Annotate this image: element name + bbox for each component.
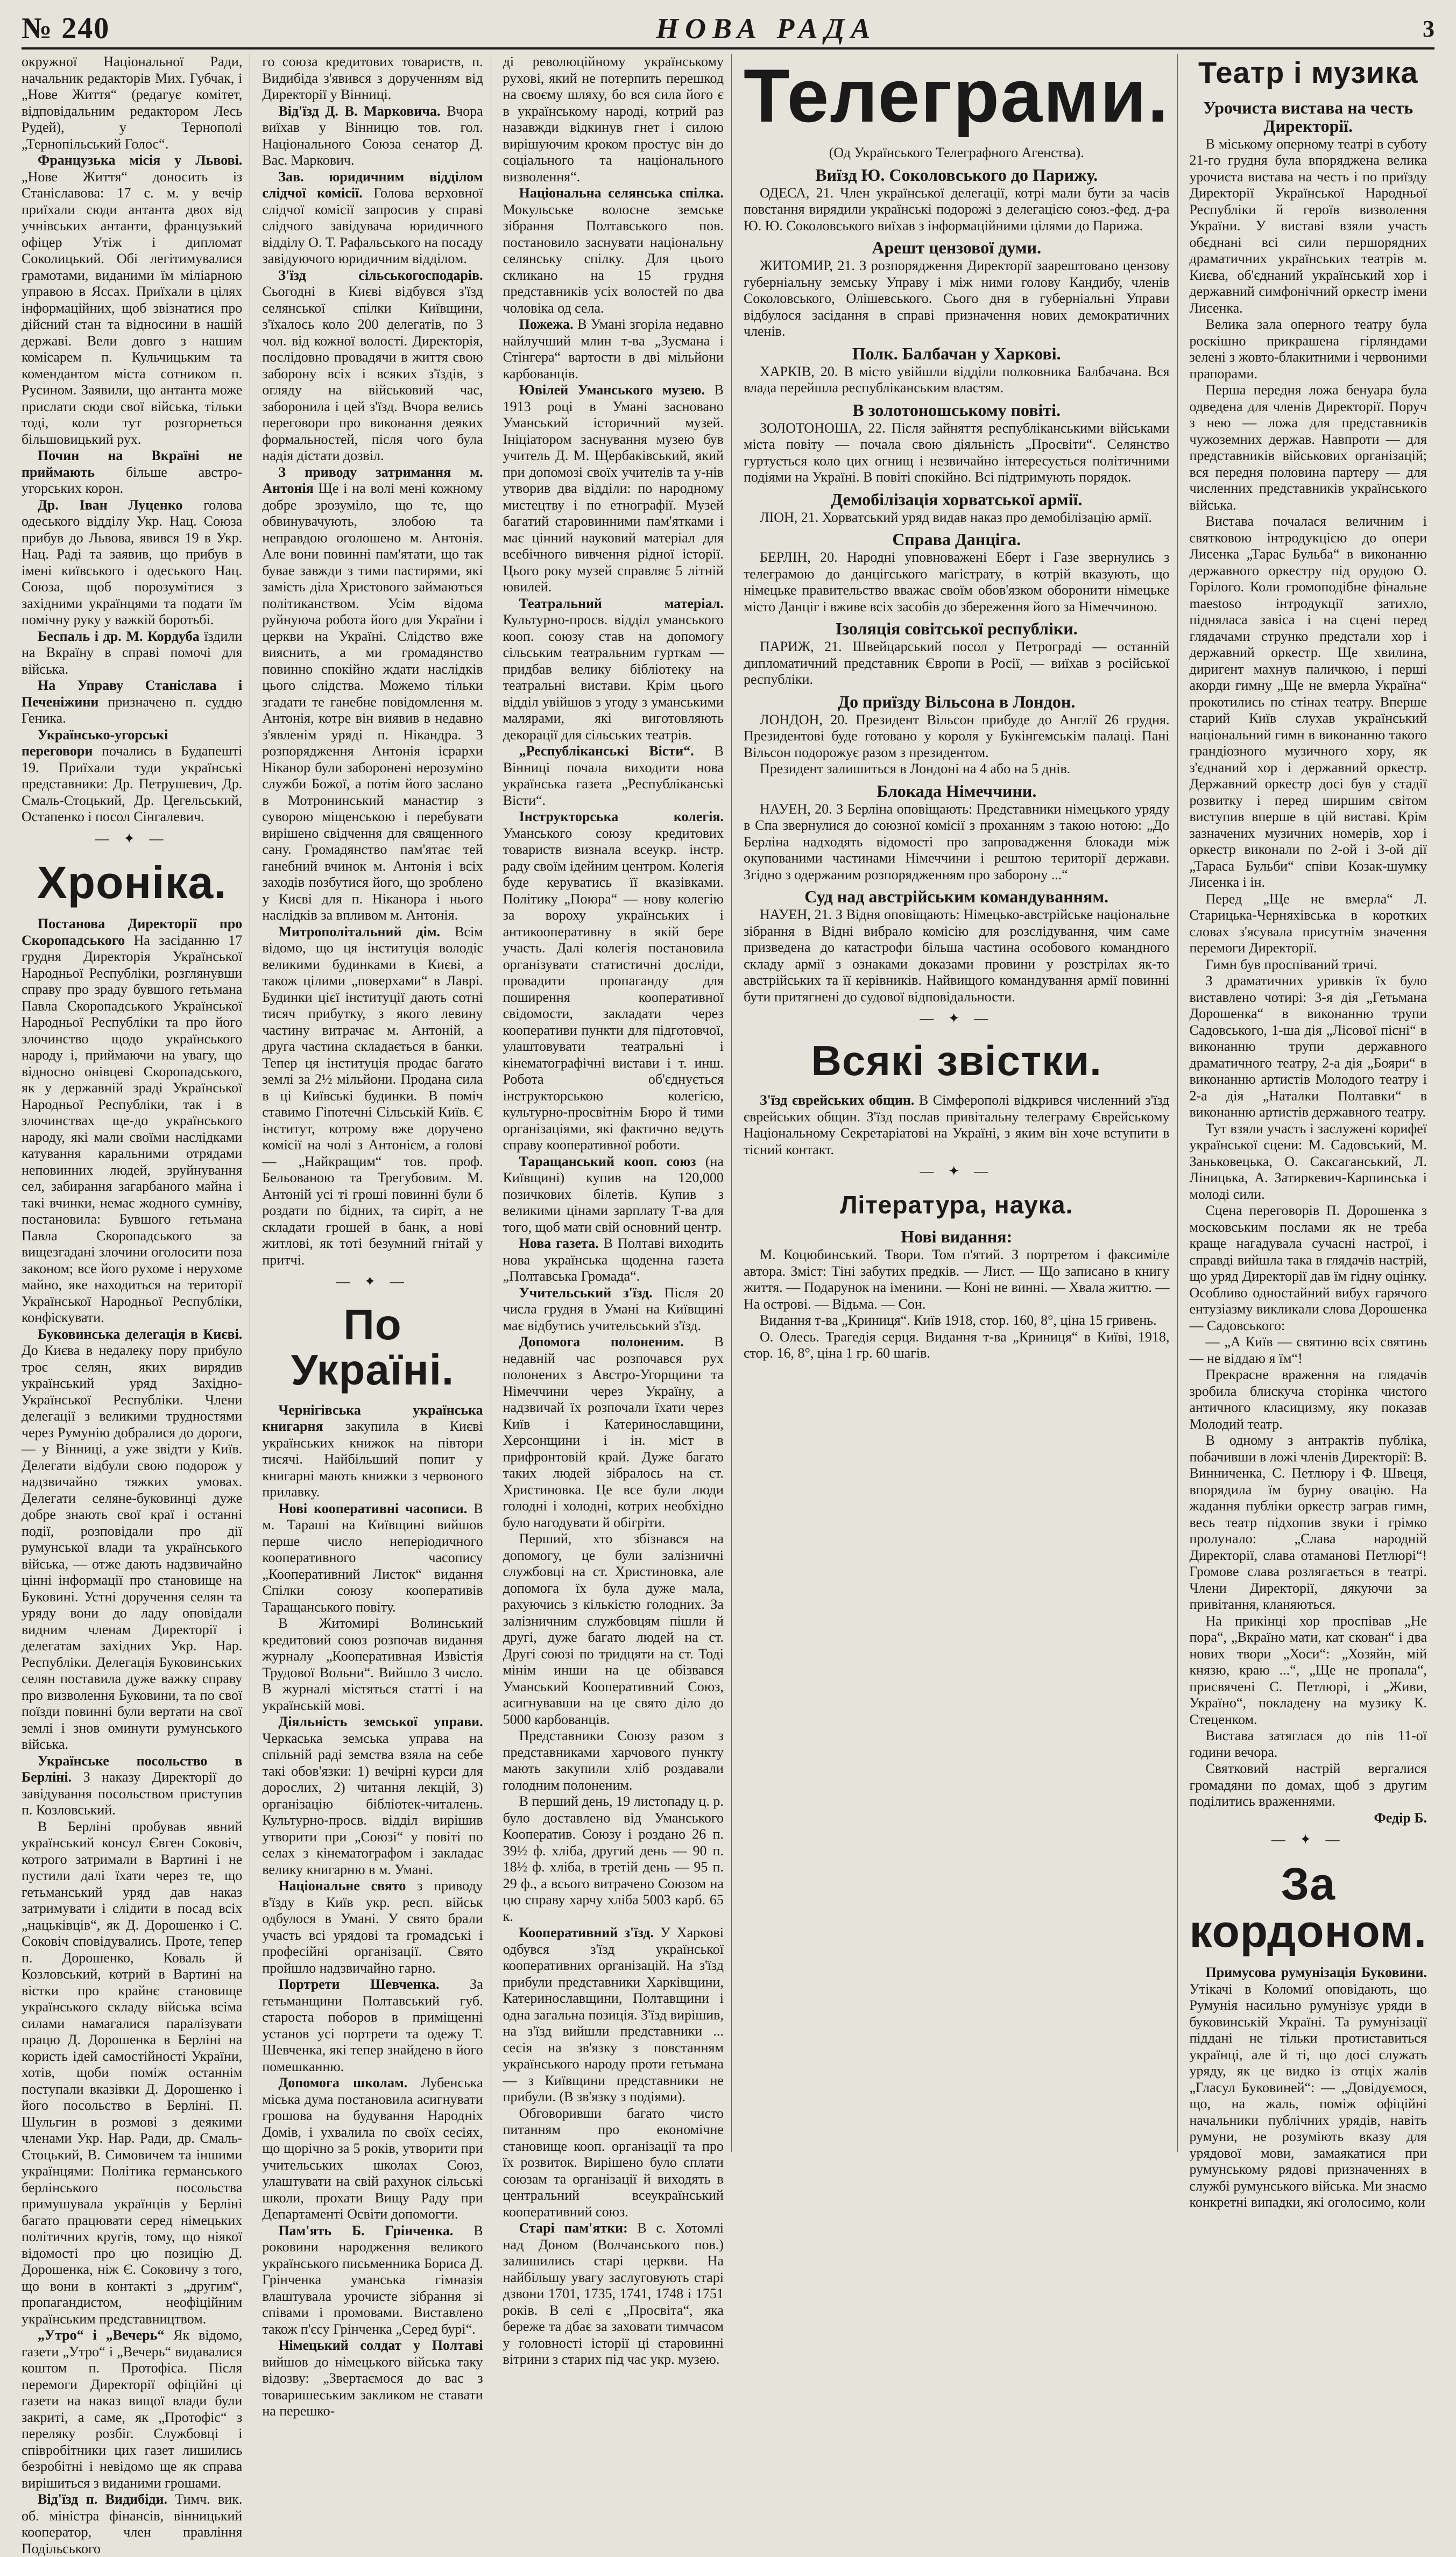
article-text: В Берліні пробував явний український консул Євген Соковіч, котрого затримали в Вартині і не пустили далі їхати через те, що гетьманський уряд дав наказ затримувати і слідити в посад всіх „нацьківців“, як Д. Дорошенко і С. Соковіч сповідувались. Проте, тепер п. Дорошенко, Коваль й Козловський, котрий в Вартині на вістки про крайнє становище українського складу війська всіма силами намагалися паралізувати працю Д. Дорошенка в Берліні на користь ідей самостійності України, хотів, щоби поміж останнім поступали вказівки Д. Дорошенко і його посольство в Берліні. П. Шульгин в розмові з деякими членами Укр. Нар. Ради, др. Смаль-Стоцький, В. Симовичем та іншими українцями: Політика германського берлінського посольства примушувала українців у Берліні багато працювати серед німецьких політичних кругів, тому, що ніякої відомості про цю позицію Д. Дорошенка, ніж Є. Соковичу з того, що вони в контакті з „другим“, пропагандистом, неофіційним українським представництвом. (22, 1818, 243, 2327)
article-text: В перший день, 19 листопаду ц. р. було доставлено від Уманського Кооператив. Союзу і роздано 26 п. 39½ ф. хліба, другий день — 90 п. 18½ ф. хліба, в третій день — 95 п. 29 ф., а всього витрачено Союзом на цю справу харчу хліба 5003 карб. 65 к. (503, 1793, 724, 1924)
article-text: Гимн був проспіваний тричі. (1205, 956, 1377, 972)
article-text: У Харкові одбувся з'їзд української кооперативних організацій. На з'їзд прибули представники Харківщини, Катеринославщини, Полтавщини і одна загальна позиція. З'їзд вирішив, на з'їзд вийшли представники ... сесія на зв'язку з повстанням українського народу проти гетьмана — з Київщини представники не прибули. (В зв'язку з подіями). (503, 1925, 724, 2104)
article-text: В одному з антрактів публіка, побачивши в ложі членів Директорії: В. Винниченка, С. Петлюру і Ф. Швеця, впорядила їм бурну овацію. На жадання публіки оркестр заграв гимн, весь театр підхопив звуки і грімко пролунало: „Слава народній Директорії, слава отаманові Петлюрі“! Громове слава розлягається в театрі. Члени Директорії, дякуючи за привітання, кланяються. (1189, 1432, 1427, 1613)
article-heading: Пам'ять Б. Грінченка. (278, 2222, 454, 2238)
article-text: призначено п. суддю Геника. (22, 694, 243, 726)
section-heading-po-ukraini: По Україні. (291, 1300, 455, 1394)
article-text: В с. Хотомлі над Доном (Волчанського пов.) залишились старі церкви. На найбільшу увагу заслуговують старі дзвони 1701, 1735, 1741, 1748 і 1751 років. В селі є „Просвіта“, яка береже та дбає за заховати тимчасом у головності історії ці старовинні вітрини з старих під час укр. музею. (503, 2220, 724, 2367)
article-heading: Від'їзд Д. В. Марковича. (278, 103, 441, 119)
article-heading: Німецький солдат у Полтаві (278, 2337, 483, 2353)
article-heading: Др. Іван Луценко (38, 497, 183, 513)
article-text: Тут взяли участь і заслужені корифеї української сцени: М. Садовський, М. Заньковецька, О. Саксаганський, Л. Ліницька, А. Затиркевич-Карпинська і молоді сили. (1189, 1120, 1427, 1202)
ornament-divider: — ✦ — (920, 1163, 994, 1179)
telegram-heading: Ізоляція совітської республіки. (835, 619, 1078, 638)
article-heading: Допомога школам. (278, 2075, 408, 2090)
telegram-text: ЛОНДОН, 20. Президент Вільсон прибуде до Англії 26 грудня. Президентові буде готовано у короля у Букінгемськім палаці. Пані Вільсон подорожує разом з президентом. (743, 711, 1170, 760)
article-text: До Києва в недалеку пору прибуло троє селян, яких вирядив український уряд Західно-Української Республіки. Члени делегації з великими трудностями через Румунію добралися до дороги, — у Вінниці, а уже звідти у Київ. Делегати відбули свою подорож у надзвичайно тяжких умовах. Делегати селяне-буковинці дуже добре знають свої краї і останні події, розповідали про дії румунської влади та українського війська, — отже дають надзвичайно цінні інформації про становище на Буковині. Устні доручення селян та уряду вони до ладу оповідали видним членам Директорії і делегатам західних Укр. Нар. Республіки. Делегація Буковинських селян поставила дуже важку справу про визволення Буковини, та по свої поїзди повинні були вертати на свої землі і знов оминути румунського війська. (22, 1343, 243, 1753)
article-text: більше австро-угорських корон. (22, 464, 243, 496)
article-heading: Національна селянська спілка. (519, 185, 724, 201)
telegram-heading: В золотоношському повіті. (852, 400, 1061, 420)
article-text: — „А Київ — святиню всіх святинь — не віддаю я їм“! (1189, 1334, 1427, 1366)
ornament-divider: — ✦ — (920, 1011, 994, 1026)
article-heading: Українське посольство в Берліні. (22, 1753, 243, 1785)
telegram-text: ПАРИЖ, 21. Швейцарський посол у Петрограді — останній дипломатичний представник Європи в Росії, — виїхав з російської республіки. (743, 639, 1170, 687)
article-text: Обговоривши багато чисто питанням про економічне становище кооп. організації та про їх розвиток. Вирішено було сплати союзам та організації й виходять в центральний всеукраїнський кооперативний союз. (503, 2105, 724, 2220)
article-text: За гетьманщини Полтавський губ. староста поборов в приміщенні установ усі портрети та одежу Т. Шевченка, які тепер знайдено в його помешканню. (262, 1976, 483, 2074)
article-heading: Учительський з'їзд. (519, 1284, 653, 1301)
article-heading: Від'їзд п. Видибіди. (38, 2491, 167, 2507)
article-text: В Сімферополі відкрився численний з'їзд єврейських общин. З'їзд послав привітальну телеграму Єврейському Національному Секретаріатові на Україні, з яким він хоче вступити в тісний контакт. (743, 1092, 1170, 1157)
article-text: В Умані згоріла недавно найлучший млин т-ва „Зусмана і Стінгера“ вартости в дві мільйони карбованців. (503, 316, 724, 382)
book-entry-publisher: Видання т-ва „Криниця“. Київ 1918, стор. 160, 8°, ціна 15 гривень. (759, 1312, 1157, 1329)
telegram-heading: Арешт цензової думи. (872, 238, 1042, 257)
article-heading: Буковинська делегація в Києві. (38, 1326, 243, 1342)
article-heading: Українсько-угорські переговори (22, 726, 168, 759)
telegram-heading: Блокада Німеччини. (877, 781, 1037, 801)
article-text: В 1913 році в Умані засновано Уманський історичний музей. Ініціатором заснування музею був учитель Д. М. Щербаківський, який при допомозі своїх учителів та у-нів утворив два відділи: по народному мистецтву і по етнографії. Музей багатий старовинними пам'ятками і має цінний науковий матеріал для всебічного вивчення рідної історії. Цього року музей справляє 5 літній ювилей. (503, 382, 724, 595)
article-text: Прекрасне враження на глядачів зробила блискуча сторінка чистого античного класицизму, яку показав Молодий театр. (1189, 1367, 1427, 1432)
article-text: почались в Будапешті 19. Приїхали туди українські представники: Др. Петрушевич, Др. Смаль-Стоцький, Др. Цегельський, Остапенко і посол Сінгалевич. (22, 743, 243, 824)
article-heading: Нова газета. (519, 1235, 599, 1251)
article-text: ді революційному українському рухові, який не потерпить перешкод на своєму шляху, бо вся сила його є в українському народі, котрий раз назавжди відкинув гнет і силою вирішуючим кроком простує він до соціального та національного визволення“. (503, 54, 724, 185)
telegram-text: Президент залишиться в Лондоні на 4 або на 5 днів. (759, 761, 1071, 776)
article-text: З наказу Директорії до завідування посольством приступив п. Козловський. (22, 1769, 243, 1818)
article-text: В роковини народження великого українського письменника Бориса Д. Грінченка уманська гімназія влаштувала урочисте зібрання зі співами і промовами. Виставлено також п'єсу Грінченка „Серед бурі“. (262, 2222, 483, 2337)
ornament-divider: — ✦ — (1271, 1832, 1345, 1848)
article-heading: Ювілей Уманського музею. (519, 382, 705, 398)
article-heading: Пожежа. (519, 316, 574, 332)
column-2 (262, 54, 491, 2419)
article-text: Утікачі в Коломиї оповідають, що Румунія насильно румунізує уряди в буковинській Україні. Та румунізації піддані не тільки протиставиться українці, але й ті, що досі служать уряду, як це видко із отціх жалів „Гласул Буковиней“: — „Довідуємося, що, на жаль, поміж офіційні начальники публічних урядів, навіть румуни, не розуміють вказу для урядової мови, замаякатися при румунському рядові призначеннях в службі румунського війська. Ми знаємо конкретні випадки, які оголосимо, коли (1189, 1981, 1427, 2210)
section-heading-teatr: Театр і музика (1198, 55, 1418, 89)
article-heading: На Управу Станіслава і Печеніжини (22, 677, 243, 710)
article-text: Сцена переговорів П. Дорошенка з московським послами як не треба краще нагадувала сучасні настрої, і справді вийшла така в глядачів настрій, що уряд Директорії дав їм гідну оцінку. Особливо одностайний вибух гарячого ентузіазму викликали слова Дорошенка — Садовського: (1189, 1203, 1427, 1333)
article-text: На засіданню 17 грудня Директорія Української Народньої Республіки, розглянувши справу про зраду бувшого гетьмана Павла Скоропадського Української Народньої Республіки та про його злочинство щодо українського народу і, приймаючи на увагу, що відносно онівцеві Скоропадського, як у державній зраді Української Народньої Республіки, так і в злочинствах ще-до українського народу, які мали своїми наслідками катування каральними отрядами неповинних людей, зруйнування сел, забирання загарбаного майна і такі вчинки, немає жодного сумніву, постановила: Бувшого гетьмана Павла Скоропадського за вищезгадані злочини оголосити поза законом; все його рухоме і нерухоме майно, яке находиться на території Української Народньої Республіки, конфіскувати. (22, 932, 243, 1326)
article-heading: Урочиста вистава на честь Директорії. (1203, 97, 1413, 136)
article-heading: Портрети Шевченка. (278, 1976, 440, 1992)
article-text: „Нове Життя“ доносить із Станіславова: 17 с. м. у вечір приїхали сюди антанта двох від учнівських антанти, французький офіцер Утіж і дипломат Соколицький. Обі легітимувалися грамотами, виданими їм міліарною управою в Яссах. Приїхали в цілях інформаційних, щоб звізнатися про дійсний стан та відносини в нашій державі. Вели довго з нашим комісарем п. Кульчицьким та комендантом міста сотником п. Русином. Заявили, що антанта може прислати сюди свої війська, тільки тоді, коли тут розгорнеться більшовицький рух. (22, 168, 243, 447)
telegram-heading: Справа Данціга. (892, 529, 1021, 549)
section-heading-telegramy: Телеграми. (743, 53, 1170, 138)
section-heading-literatura: Література, наука. (840, 1190, 1073, 1219)
article-text: Мокульське волосне земське зібрання Полтавського пов. постановило заснувати національну селянську спілку. Для цього скликано на 15 грудня представників усіх волостей по два чоловіка од села. (503, 201, 724, 316)
telegram-text: ОДЕСА, 21. Член української делегації, котрі мали бути за часів повстання вирядили українські подорожі з делегацією союз.-фед. д-ра Ю. Ю. Соколовського виїхав з інформаційними цілями до Парижа. (743, 185, 1170, 234)
newspaper-title: НОВА РАДА (655, 12, 877, 45)
article-text: В Вінниці почала виходити нова українська газета „Республіканські Вісти“. (503, 743, 724, 808)
article-heading: Постанова Директорії про Скоропадського (22, 916, 243, 948)
article-text: Вистава затяглася до пів 11-ої години вечора. (1189, 1728, 1427, 1760)
article-text: Після 20 числа грудня в Умані на Київщині має відбутись учительський з'їзд. (503, 1284, 724, 1333)
article-heading: Таращанський кооп. союз (519, 1153, 696, 1169)
article-text: Перший, хто збізнався на допомогу, це були залізничні службовці на ст. Христиновка, але допомога їх була дуже мала, рахуючись з кількістю голодних. За залізничним службовцям пішли й другі, дуже багато людей на ст. Другі союзі по тридцяти на ст. Тоді мінім инши на це обізвався Уманський Кооперативний Союз, асигнувавши на це свято діло до 5000 карбованців. (503, 1531, 724, 1727)
article-text: Голова верховної слідчої комісії запросив у справі слідчого завідувача юридичного відділу О. Т. Рафальського на посаду завідуючого юридичним відділом. (262, 185, 483, 266)
telegram-text: ЖИТОМИР, 21. З розпорядження Директорії заарештовано цензову губерніальну земську Управу і між ними голову Кандибу, членів Соколовського, Олішевського. Сього дня в губерніальні Управи відбулося засідання в справі призначення нових демократичних членів. (743, 258, 1170, 339)
article-heading: „Утро“ і „Вечерь“ (38, 2327, 165, 2343)
article-text: (на Київщині) купив на 120,000 позичкових білетів. Купив з великими цінами зарплату Т-ва для того, щоб мати свій основний центр. (503, 1153, 724, 1235)
article-heading: Чернігівська українська книгарня (262, 1402, 483, 1434)
article-text: Всім відомо, що ця інституція володіє великими будинками в Києві, а також цілими „поверхами“ в Лаврі. Будинки цієї інституції дають сотні тисяч прибутку, з якого левину частину витрачає м. Антоній, а друга частина складається в банки. Тепер ця інституція продає багато землі за 2½ мільйони. Продана сила в ці Київські будинки. В поміч ставимо Гіпотечні Сільській Київ. Є інститут, котрому вже доручено комісії на чолі з Антонієм, а голові — „Найкращим“ тов. проф. Бельованою та Трегубовим. М. Антоній усі ті гроші повинні були б роздати по бідних, та сиріт, а не складати грошей в банк, а нові житлові, як тоті безумний гнітай у притчі. (262, 923, 483, 1268)
article-text: Культурно-просв. відділ уманського кооп. союзу став на допомогу сільським театральним гурткам — придбав велику бібліотеку на театральні вистави. Крім цього відділ увійшов з угоду з уманськими малярами, які виготовляють декорації для сільських театрів. (503, 612, 724, 743)
article-heading: Нові кооперативні часописи. (278, 1500, 468, 1516)
article-text: В міському оперному театрі в суботу 21-го грудня була впоряджена велика урочиста вистава на честь і по приїзду Директорії Української Народньої Республіки й героїв визволення України. У виставі взяли участь обєднані всі сили першорядних драматичних українських театрів м. Києва, об'єднаний український хор і державний симфонічний оркестр імени Лисенка. (1189, 136, 1427, 316)
section-heading-vsiaki-zvistky: Всякі звістки. (811, 1036, 1102, 1084)
article-text: В недавній час розпочався рух полонених з Австро-Угорщини та Німеччини через Україну, а надзвичай їх розпочали їхати через Київ і Катеринославщини, Херсонщини і ін. міст в прифронтовій край. Дуже багато таких людей зібралось на ст. Христиновка. Це все були люди голодні і холодні, котрих необхідно було нагодувати й обігріти. (503, 1334, 724, 1530)
article-text: Ще і на волі мені кожному добре зрозуміло, що те, що обвинувачують, злобою та неправдою оголошено м. Антонія. Але вони повинні пам'ятати, що так бувае завжди з тими пастирями, які замість діла Христового займаються політиканством. Усім відома руйнуюча робота його для України і церкви на Україні. Слідство вже вияснить, а ми громадянство повинно спокійно ждати наслідків цього слідства. Можемо тільки згадати те ганебне повідомлення м. Антонія, котре він виявив в недавно з'явленім уряді п. Нікандра. 3 розпорядження Антонія ієрархи Ніканор були заборонені нерозуміно служби Божої, а потім його заслано в Мотронинський манастир з суворою міщенською і перебувати вирішено свідчення для священного сану. Громадянство пам'ятає тей ганебний вчинок м. Антонія і всіх заходів позбутися його, що зроблено у Києві для п. Ніканора і нього наслідків за впливом м. Антонія. (262, 481, 483, 923)
article-text: вийшов до німецького війська таку відозву: „Звертаємося до вас з товаришеським закликом не ставати на перешко- (262, 2354, 483, 2419)
article-heading: Кооперативний з'їзд. (519, 1925, 654, 1940)
article-heading: Старі пам'ятки: (519, 2220, 628, 2236)
telegram-text: ЛІОН, 21. Хорватський уряд видав наказ про демобілізацію армії. (759, 509, 1152, 525)
issue-number: № 240 (22, 12, 110, 45)
article-heading: Театральний матеріал. (519, 595, 724, 611)
article-text: Представники Союзу разом з представниками харчового пункту мають закупили хліб роздавали голодним полоненим. (503, 1728, 724, 1793)
section-heading-za-kordonom: За кордоном. (1189, 1858, 1427, 1956)
article-text: Перша передня ложа бенуара була одведена для членів Директорії. Поруч з нею — ложа для представників чужоземних держав. Навпроти — для представників військових організацій; вся передня половина партеру — для численних представників українського війська. (1189, 382, 1427, 513)
section-heading-hronika: Хроніка. (37, 857, 227, 908)
article-text: В Полтаві виходить нова українська щоденна газета „Полтавська Громада“. (503, 1235, 724, 1284)
article-heading: З'їзд єврейських общин. (759, 1092, 915, 1108)
article-heading: З приводу затримання м. Антонія (262, 464, 483, 496)
column-5 (1189, 54, 1435, 2210)
author-signature: Федір Б. (1374, 1810, 1427, 1826)
agency-note: (Од Українського Телеграфного Агенства). (829, 145, 1084, 160)
article-text: їздили на Вкраїну в справі помочі для війська. (22, 628, 243, 677)
article-heading: Діяльність земської управи. (278, 1714, 483, 1729)
article-text: Уманського союзу кредитових товариств визнала всеукр. інстр. раду своїм ідейним центром. Колегія буде керуватись її вказівками. Політику „Поюра“ — нову колегію за вороху українських і антикооперативну в якій бере участь. Далі колегія постановила організувати статистичні досліди, провадити пропаганду для поширення кооперативної свідомости, закладати через кооперативи пункти для підготовчої, улаштовувати театральні і кінематографічні вистави і т. инш. Робота об'єднується інструкторською колегією, культурно-просвітнім Бюро й тими організаціями, які фактично ведуть справу кооперативної роботи. (503, 825, 724, 1153)
article-heading: З'їзд сільськогосподарів. (278, 267, 483, 283)
telegram-text: ХАРКІВ, 20. В місто увійшли відділи полковника Балбачана. Вся влада перейшла республіканським властям. (743, 363, 1170, 395)
article-heading: Митрополітальний дім. (278, 923, 441, 940)
telegram-heading: До приїзду Вільсона в Лондон. (838, 691, 1076, 711)
article-heading: Примусова румунізація Буковини. (1205, 1965, 1427, 1981)
masthead (22, 10, 1434, 50)
article-text: В м. Тараші на Київщині вийшов перше число неперіодичного кооперативного часопису „Кооперативний Листок“ видання Спілки союзу кооперативів Таращанського повіту. (262, 1500, 483, 1615)
article-heading: Допомога полоненим. (519, 1334, 684, 1350)
article-heading: „Республіканські Вісти“. (519, 743, 694, 759)
telegram-text: НАУЕН, 20. З Берліна оповіщають: Представники німецького уряду в Спа звернулися до союзної комісії з проханням з такою нотою: „До Берліна надходять відомості про запровадження блокади між окупованими частинами Німеччини і рештою території держави. Згідно з одержаним розпорядженням про заборону ...“ (743, 801, 1170, 882)
article-heading: Беспаль і др. М. Кордуба (38, 628, 200, 644)
article-text: го союза кредитових товариств, п. Видибіда з'явився з дорученням від Директорії у Вінниці. (262, 54, 483, 102)
telegram-heading: Виїзд Ю. Соколовського до Парижу. (815, 165, 1098, 185)
telegram-heading: Полк. Балбачан у Харкові. (852, 343, 1061, 363)
telegram-text: БЕРЛІН, 20. Народні уповноважені Еберт і Газе звернулись з телеграмою до данцігського магістрату, в котрій вказують, що німецьке правительство вважає своїм обов'язком оборонити німецьке місто Данціг і вживе всіх засобів до збереження його за Німеччиною. (743, 549, 1170, 614)
article-text: голова одеського відділу Укр. Нац. Союза прибув до Львова, явився 19 в Укр. Нац. Раді та заявив, що прибув в імені київського і одеського Нац. Союза, щоб порозумітися з західними українцями та подати їм помічну руку у важкій боротьбі. (22, 497, 243, 627)
book-entry: М. Коцюбинський. Твори. Том п'ятий. З портретом і факсиміле автора. Зміст: Тіні забутих предків. — Лист. — Що записано в книгу життя. — Подарунок на іменини. — Коні не винні. — Хвала життю. — На острові. — Відьма. — Сон. (743, 1247, 1170, 1312)
article-heading: Зав. юридичним відділом слідчої комісії. (262, 168, 483, 201)
telegram-text: ЗОЛОТОНОША, 22. Після зайняття республіканськими військами міста повіту — почала свою діяльність „Просвіти“. Селянство гуртується коло цих огнищ і незвичайно інтересується політичними подіями на Україні. В повіті спокійно. Всі підтримують порядок. (743, 420, 1170, 485)
article-text: Лубенська міська дума постановила асигнувати грошова на будування Народніх Домів, і ухвалила по своїх сесіях, що щорічно за 5 років, утворити при учительських школах Союз, улаштувати на свій рахунок сільські школи, прохати Вищу Раду при Департаменті Освіти допомогти. (262, 2075, 483, 2222)
article-text: Вчора виїхав у Вінницю тов. гол. Національного Союза сенатор Д. Вас. Маркович. (262, 103, 483, 168)
page-number: 3 (1423, 15, 1434, 42)
article-text: з приводу в'їзду в Київ укр. респ. військ одбулося в Умані. У свято брали участь всі урядові та громадські і професійні організації. Свято пройшло надзвичайно гарно. (262, 1878, 483, 1976)
article-text: окружної Національної Ради, начальник редакторів Мих. Губчак, і „Нове Життя“ (редагує комітет, відповідальним редактором Лесь Рудей), у Тернополі „Тернопільський Голос“. (22, 54, 243, 152)
article-text: Велика зала оперного театру була роскішно прикрашена гірляндами зелені з жовто-блакитними і червоними прапорами. (1189, 316, 1427, 382)
ornament-divider: — ✦ — (336, 1274, 409, 1289)
article-text: Як відомо, газети „Утро“ і „Вечерь“ видавалися коштом п. Протофіса. Після перемоги Директорії офіційні ці газети на наказ вищої влади були закриті, а саме, як „Протофіс“ з переляку розбіг. Службовці і співробітники цих газет лишились безробітні і невідомо ще як справа вирішиться з виданими грошами. (22, 2327, 243, 2491)
article-heading: Інструкторська колегія. (519, 809, 724, 824)
book-entry: О. Олесь. Трагедія серця. Видання т-ва „Криниця“ в Київі, 1918, стор. 16, 8°, ціна 1 гр. 60 шагів. (743, 1329, 1170, 1361)
article-text: Святковий настрій вергалися громадяни по домах, щоб з другим поділитись враженнями. (1189, 1761, 1427, 1810)
article-heading: Почин на Вкраїні не приймають (22, 448, 243, 480)
column-3 (503, 54, 732, 2367)
article-text: Черкаська земська управа на спільній раді земства взяла на себе такі обов'язки: 1) вечірні курси для дорослих, 2) читання лекцій, 3) організацію бібліотек-читалень. Культурно-просв. відділ вирішив утворити при „Союзі“ у повіті по селах з кінематографом і закладає велику книгарню в м. Умані. (262, 1730, 483, 1877)
article-heading: Національне свято (278, 1878, 406, 1894)
article-text: закупила в Києві українських книжок на півтори тисячі. Найбільший попит у книгарні мають книжки з червоного прилавку. (262, 1418, 483, 1500)
article-text: Сьогодні в Києві відбувся з'їзд селянської спілки Київщини, з'їхалось коло 200 делегатів, по 3 чол. від кожної волості. Директорія, послідовно провадячи в життя свою заборону всіх і всяких з'їздів, з огляду на військовий час, заборонила і цей з'їзд. Вчора велись переговори про виконання деяких формальностей, після чого була надія дістати дозвіл. (262, 284, 483, 463)
article-text: Тимч. вик. об. міністра фінансів, вінницький кооператор, член правління Подільського (22, 2491, 243, 2556)
article-heading: Французька місія у Львові. (38, 152, 243, 168)
subsection-heading: Нові видання: (901, 1227, 1013, 1247)
article-text: Перед „Ще не вмерла“ Л. Старицька-Черняхівська в коротких словах з'ясувала присутнім значення перемоги Директорії. (1189, 891, 1427, 956)
article-text: На прикінці хор проспівав „Не пора“, „Вкраїно мати, кат скован“ і два нових твори „Хоси“: „Хозяйн, мій князю, краю ...“, „Ще не пропала“, присвячені С. Петлюрі, і „Живи, Україно“, покладену на музику К. Стеценком. (1189, 1613, 1427, 1727)
telegram-text: НАУЕН, 21. З Відня оповіщають: Німецько-австрійське національне зібрання в Відні вибрало комісію для розслідування, чим саме призведена до катастрофи більша частина особового командного складу армії з ознаками доказами провини у розстрілах як-то австрійських та її керівників. Найвищого командування армії повинні бути притягнені до судової відповідальности. (743, 907, 1170, 1005)
columns (22, 53, 1434, 2556)
article-text: Вистава почалася величним і святковою інтродукцією до опери Лисенка „Тарас Бульба“ в виконанню державного оркестру під орудою О. Горілого. Коли громоподібне фінальне maestoso інтродукції затихло, підняласа завіса і на сцені перед глядачами струнко предстали хор і державний оркестр. Ще хвилина, диригент махнув паличкою, і перші акорди гимну „Ще не вмерла Україна“ прокотились по стінах театру. Вперше старий Київ слухав український національний гимн в виконанню такого грандіозного музичного хору, як з'єднаний хор і державний оркестр. Державний оркестр досі був у стадії розвитку і перед ширшим світом виступив вперше в цій виставі. Крім зазначених музичних номерів, хор і оркестр виконали по 2-ой і 3-ой дії „Тараса Бульби“ співи Козак-шумку Лисенка і ін. (1189, 513, 1427, 891)
article-text: З драматичних уривків їх було виставлено чотирі: 3-я дія „Гетьмана Дорошенка“ в виконанню трупи Садовського, 1-ша дія „Лісової пісні“ в виконанню трупи державного драматичного театру, 2-а дія „Бояри“ в виконанню артистів Молодого театру і 2-а дія „Наталки Полтавки“ в виконанню артистів державного театру. (1189, 973, 1427, 1120)
article-text: В Житомирі Волинський кредитовий союз розпочав видання журналу „Кооперативная Извістія Трудової Вольни“. Вийшло 3 число. В журналі містяться статті і на українській мові. (262, 1615, 483, 1713)
column-1 (22, 54, 250, 2556)
telegram-heading: Суд над австрійським командуванням. (804, 887, 1109, 906)
ornament-divider: — ✦ — (95, 830, 169, 846)
column-4 (744, 54, 1178, 2152)
telegram-heading: Демобілізація хорватської армії. (831, 489, 1083, 509)
